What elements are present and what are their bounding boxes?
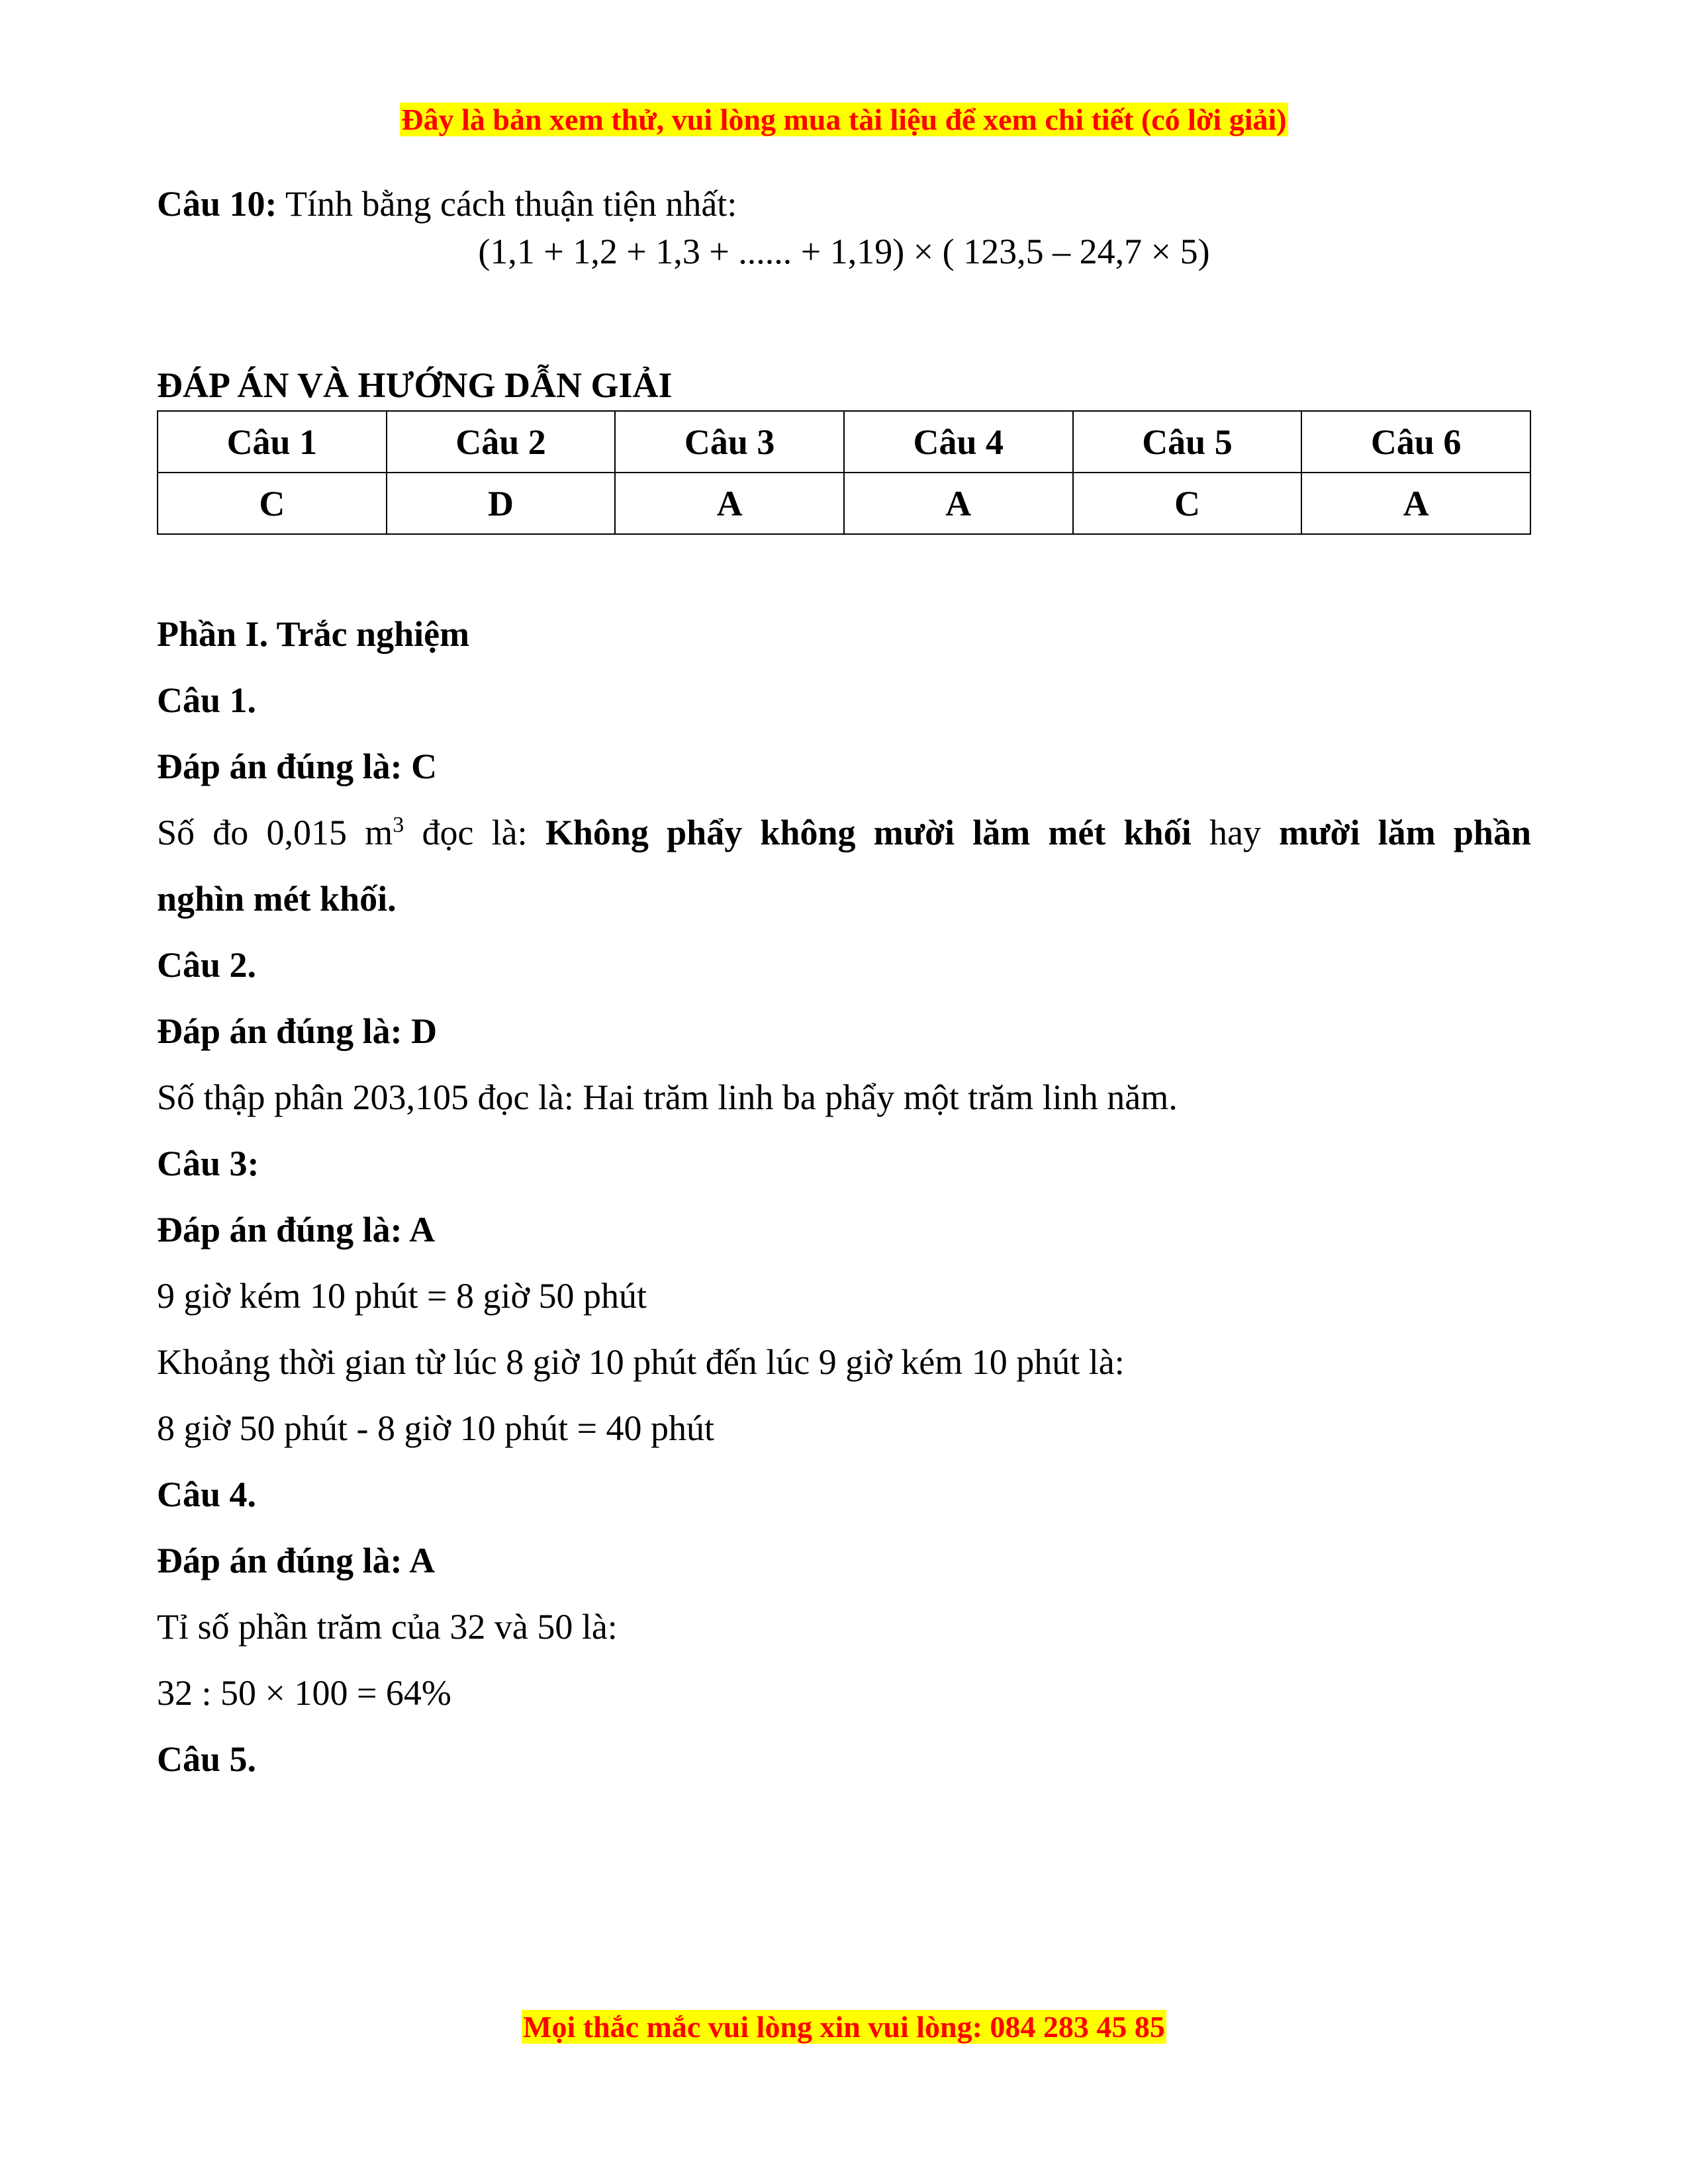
question-3-step: 8 giờ 50 phút - 8 giờ 10 phút = 40 phút — [157, 1408, 715, 1448]
answer-key-header: Câu 4 — [844, 411, 1073, 473]
question-3-label: Câu 3: — [157, 1144, 259, 1183]
answer-key-value: A — [615, 473, 844, 534]
question-3-step: 9 giờ kém 10 phút = 8 giờ 50 phút — [157, 1276, 647, 1316]
answer-key-value: A — [844, 473, 1073, 534]
answer-key-header: Câu 5 — [1073, 411, 1302, 473]
question-1-explanation — [157, 799, 1531, 866]
question-2-explanation: Số thập phân 203,105 đọc là: Hai trăm linh ba phẩy một trăm linh năm. — [157, 1077, 1178, 1117]
answer-key-value-row — [158, 473, 1530, 534]
question-1-answer: Đáp án đúng là: C — [157, 747, 438, 786]
question-5-label: Câu 5. — [157, 1739, 257, 1779]
question-4-answer: Đáp án đúng là: A — [157, 1541, 436, 1580]
answer-key-header: Câu 1 — [158, 411, 387, 473]
answer-key-value: C — [158, 473, 387, 534]
spacer — [157, 278, 1531, 363]
contact-banner — [0, 2008, 1688, 2046]
question-2-answer: Đáp án đúng là: D — [157, 1011, 438, 1051]
cubic-exponent: 3 — [393, 813, 404, 837]
answers-section-title: ĐÁP ÁN VÀ HƯỚNG DẪN GIẢI — [157, 365, 673, 405]
question-1-text: đọc là: — [404, 813, 545, 852]
question-1-reading-alt: mười lăm phần — [1279, 813, 1531, 852]
question-1-text: hay — [1191, 813, 1280, 852]
answer-key-header: Câu 2 — [387, 411, 616, 473]
question-1-reading-alt-cont: nghìn mét khối. — [157, 879, 397, 919]
answer-key-header: Câu 6 — [1301, 411, 1530, 473]
document-body — [157, 171, 1531, 1792]
question-2-label: Câu 2. — [157, 945, 257, 985]
answer-key-value: D — [387, 473, 616, 534]
question-10-formula: (1,1 + 1,2 + 1,3 + ...... + 1,19) × ( 123,5 – 24,7 × 5) — [478, 232, 1210, 271]
question-1-reading: Không phẩy không mười lăm mét khối — [545, 813, 1192, 852]
question-3-answer: Đáp án đúng là: A — [157, 1210, 436, 1250]
answer-key-value: C — [1073, 473, 1302, 534]
question-3-step: Khoảng thời gian từ lúc 8 giờ 10 phút đến lúc 9 giờ kém 10 phút là: — [157, 1342, 1125, 1382]
question-4-step: Tỉ số phần trăm của 32 và 50 là: — [157, 1607, 618, 1647]
question-10-text: Tính bằng cách thuận tiện nhất: — [277, 184, 737, 224]
question-4-step: 32 : 50 × 100 = 64% — [157, 1673, 451, 1713]
answer-key-value: A — [1301, 473, 1530, 534]
answer-key-table — [157, 410, 1531, 535]
contact-text: Mọi thắc mắc vui lòng xin vui lòng: 084 283 45 85 — [523, 2010, 1165, 2044]
question-1-text: Số đo 0,015 m — [157, 813, 393, 852]
answer-key-header-row — [158, 411, 1530, 473]
answer-key-header: Câu 3 — [615, 411, 844, 473]
question-4-label: Câu 4. — [157, 1475, 257, 1514]
preview-notice-text: Đây là bản xem thử, vui lòng mua tài liệu để xem chi tiết (có lời giải) — [401, 103, 1287, 136]
part-1-title: Phần I. Trắc nghiệm — [157, 614, 470, 654]
question-1-label: Câu 1. — [157, 680, 257, 720]
preview-notice-banner — [0, 101, 1688, 139]
question-10-label: Câu 10: — [157, 184, 277, 224]
